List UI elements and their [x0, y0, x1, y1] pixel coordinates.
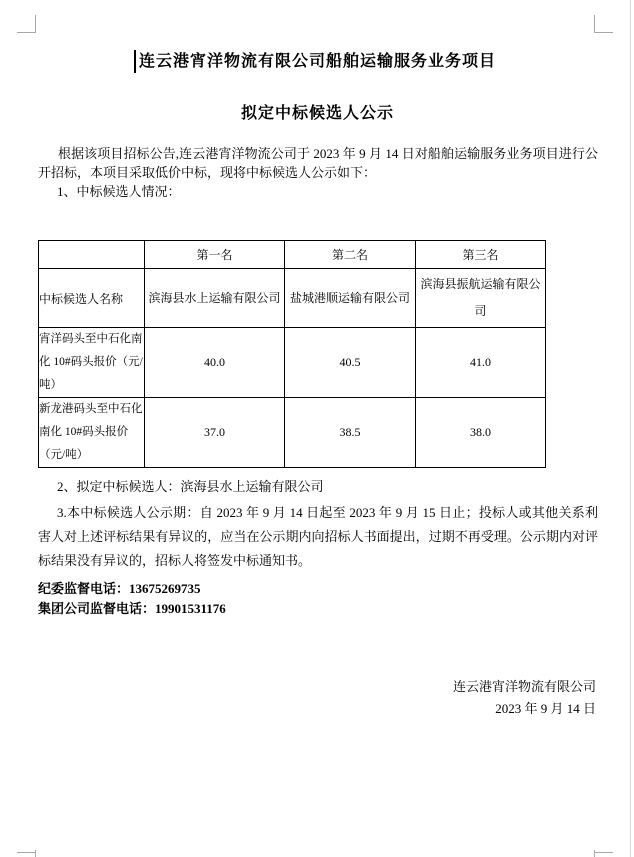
- price-xinlonggang-2: 38.5: [285, 398, 416, 468]
- price-xiaoyang-1: 40.0: [145, 328, 285, 398]
- signature-date: 2023 年 9 月 14 日: [495, 701, 596, 716]
- row-label-price-xinlonggang: 新龙港码头至中石化南化 10#码头报价（元/吨）: [39, 398, 145, 468]
- signature-company: 连云港宵洋物流有限公司: [452, 679, 596, 694]
- table-row-price-xinlonggang: [39, 398, 546, 468]
- crop-mark-top-left-h: [17, 32, 36, 33]
- table-row-candidate-names: [39, 269, 546, 328]
- list-item-3: 3.本中标候选人公示期：自 2023 年 9 月 14 日起至 2023 年 9 月 15 日止；投标人或其他关系利害人对上述评标结果有异议的，应当在公示期内向招标人书面提出，过期不再受理。公示期内对评标结果没有异议的，招标人将签发中标通知书。: [38, 505, 598, 568]
- crop-mark-top-right-h: [594, 32, 613, 33]
- row-label-price-xiaoyang: 宵洋码头至中石化南化 10#码头报价（元/吨）: [39, 328, 145, 398]
- candidates-table: [38, 240, 546, 468]
- list-item-2: 2、拟定中标候选人：滨海县水上运输有限公司: [57, 479, 324, 494]
- list-item-1: 1、中标候选人情况：: [57, 184, 181, 199]
- page-edge-line: [630, 0, 631, 857]
- document-title: 连云港宵洋物流有限公司船舶运输服务业务项目: [138, 53, 496, 70]
- candidate-1-name: 滨海县水上运输有限公司: [145, 269, 285, 328]
- table-row-price-xiaoyang: [39, 328, 546, 398]
- table-header-empty: [39, 241, 145, 269]
- row-label-candidate-name: 中标候选人名称: [39, 269, 145, 328]
- candidate-3-name: 滨海县振航运输有限公司: [416, 269, 546, 328]
- group-phone: 集团公司监督电话：19901531176: [38, 601, 226, 616]
- intro-paragraph: 根据该项目招标公告,连云港宵洋物流公司于 2023 年 9 月 14 日对船舶运输服务业务项目进行公开招标，本项目采取低价中标，现将中标候选人公示如下：: [38, 146, 598, 180]
- table-header-first: 第一名: [145, 241, 285, 269]
- crop-mark-bottom-left-h: [17, 852, 36, 853]
- crop-mark-top-left-v: [35, 15, 36, 33]
- table-header-third: 第三名: [416, 241, 546, 269]
- table-header-row: [39, 241, 546, 269]
- table-header-second: 第二名: [285, 241, 416, 269]
- candidate-2-name: 盐城港顺运输有限公司: [285, 269, 416, 328]
- discipline-phone: 纪委监督电话：13675269735: [38, 581, 201, 596]
- price-xinlonggang-1: 37.0: [145, 398, 285, 468]
- crop-mark-top-right-v: [594, 15, 595, 33]
- price-xiaoyang-2: 40.5: [285, 328, 416, 398]
- crop-mark-bottom-right-h: [594, 852, 613, 853]
- price-xinlonggang-3: 38.0: [416, 398, 546, 468]
- price-xiaoyang-3: 41.0: [416, 328, 546, 398]
- document-subtitle: 拟定中标候选人公示: [240, 105, 394, 122]
